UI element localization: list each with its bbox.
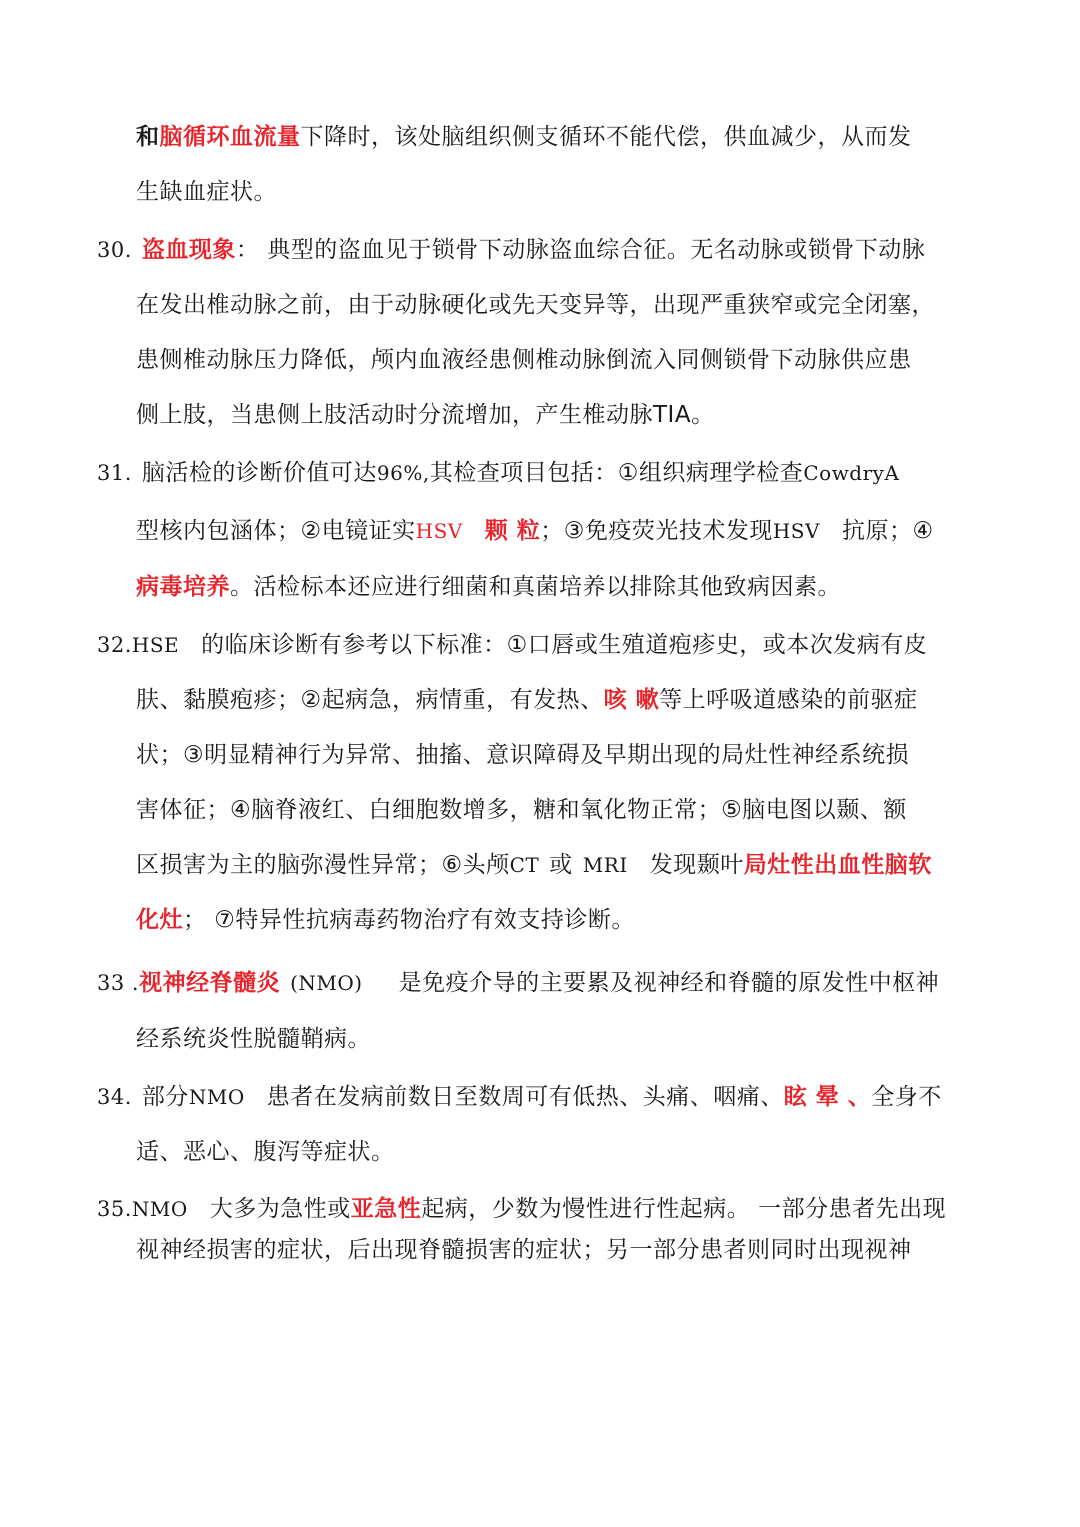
text-run: 经系统炎性脱髓鞘病。	[136, 1026, 371, 1052]
paragraph-line	[97, 458, 899, 488]
highlight-text: 亚急性	[350, 1196, 422, 1222]
highlight-text: 盗血现象	[141, 237, 236, 263]
paragraph-line	[136, 290, 935, 320]
text-run: (NMO)	[290, 971, 363, 995]
text-run: 部分	[141, 1084, 189, 1110]
item-number: 33 .	[97, 971, 140, 995]
text-run: 侧上肢，当患侧上肢活动时分流增加，产生椎动脉TIA。	[136, 402, 715, 428]
paragraph-line	[136, 1137, 395, 1167]
item-number: 35.	[97, 1197, 132, 1221]
text-run: 生缺血症状。	[136, 179, 277, 205]
text-run: 起病，少数为慢性进行性起病。 一部分患者先出现	[421, 1196, 947, 1222]
text-run: HSE	[131, 633, 180, 657]
text-run: 其检查项目包括：①组织病理学检查	[429, 460, 804, 486]
paragraph-line	[136, 345, 912, 375]
paragraph-line	[136, 400, 715, 430]
text-run: 的临床诊断有参考以下标准：①口唇或生殖道疱疹史，或本次发病有皮	[201, 632, 928, 658]
paragraph-line	[136, 572, 841, 602]
paragraph-line	[136, 122, 912, 152]
highlight-text: 病毒培养	[136, 574, 230, 600]
highlight-text: 脑循环血流量	[159, 124, 301, 150]
text-run: CowdryA	[803, 461, 900, 485]
paragraph-line	[136, 1024, 371, 1054]
item-number: 32.	[97, 633, 132, 657]
paragraph-line	[97, 1194, 946, 1224]
text-run: 区损害为主的脑弥漫性异常；⑥头颅	[136, 852, 510, 878]
paragraph-line	[136, 795, 907, 825]
text-run: 脑活检的诊断价值可达	[141, 460, 377, 486]
paragraph-line	[136, 177, 277, 207]
highlight-text: 颗 粒	[484, 518, 541, 544]
text-run: 发现颞叶	[649, 852, 744, 878]
text-run: 患侧椎动脉压力降低，颅内血液经患侧椎动脉倒流入同侧锁骨下动脉供应患	[136, 347, 912, 373]
paragraph-line	[97, 1082, 942, 1112]
paragraph-line	[136, 905, 635, 935]
text-run: 在发出椎动脉之前，由于动脉硬化或先天变异等，出现严重狭窄或完全闭塞，	[136, 292, 935, 318]
text-run: 等上呼吸道感染的前驱症	[659, 687, 918, 713]
text-run: ；③免疫荧光技术发现	[540, 518, 773, 544]
text-run: 适、恶心、腹泻等症状。	[136, 1139, 395, 1165]
highlight-text: 咳 嗽	[603, 687, 660, 713]
text-run: 害体征；④脑脊液红、白细胞数增多，糖和氧化物正常；⑤脑电图以颞、额	[136, 797, 907, 823]
text-run: NMO	[188, 1085, 245, 1109]
text-run: 大多为急性或	[209, 1196, 351, 1222]
text-run: 型核内包涵体；②电镜证实	[136, 518, 416, 544]
highlight-text: 局灶性出血性脑软	[743, 852, 932, 878]
highlight-text: HSV	[415, 519, 463, 543]
paragraph-line	[136, 516, 934, 546]
paragraph-line	[136, 685, 918, 715]
item-number: 34.	[97, 1085, 132, 1109]
text-run: 是免疫介导的主要累及视神经和脊髓的原发性中枢神	[398, 970, 940, 996]
item-number: 31.	[97, 461, 132, 485]
text-run: 全身不	[871, 1084, 942, 1110]
text-run: ； ⑦特异性抗病毒药物治疗有效支持诊断。	[183, 907, 635, 933]
text-run: HSV	[772, 519, 820, 543]
paragraph-line	[97, 968, 939, 998]
highlight-text: 化灶	[136, 907, 183, 933]
text-run: CT	[509, 853, 540, 877]
paragraph-line	[97, 630, 927, 660]
text-run: 抗原；④	[841, 518, 934, 544]
item-number: 30.	[97, 238, 132, 262]
text-run: 或	[549, 852, 573, 878]
text-run: 患者在发病前数日至数周可有低热、头痛、咽痛、	[266, 1084, 784, 1110]
paragraph-line	[136, 1235, 912, 1265]
text-run: MRI	[582, 853, 628, 877]
text-run: ： 典型的盗血见于锁骨下动脉盗血综合征。无名动脉或锁骨下动脉	[235, 237, 926, 263]
text-run: 视神经损害的症状，后出现脊髓损害的症状；另一部分患者则同时出现视神	[136, 1237, 912, 1263]
text-run: 肤、黏膜疱疹；②起病急，病情重，有发热、	[136, 687, 604, 713]
text-run: 和	[136, 124, 160, 150]
highlight-text: 眩 晕 、	[783, 1084, 872, 1110]
text-run: 状；③明显精神行为异常、抽搐、意识障碍及早期出现的局灶性神经系统损	[136, 742, 910, 768]
paragraph-line	[97, 235, 925, 265]
paragraph-line	[136, 740, 909, 770]
highlight-text: 视神经脊髓炎	[139, 970, 281, 996]
text-run: 下降时，该处脑组织侧支循环不能代偿，供血减少，从而发	[300, 124, 912, 150]
text-run: 。活检标本还应进行细菌和真菌培养以排除其他致病因素。	[230, 574, 841, 600]
text-run: 96%,	[376, 461, 430, 485]
paragraph-line	[136, 850, 932, 880]
text-run: NMO	[131, 1197, 188, 1221]
